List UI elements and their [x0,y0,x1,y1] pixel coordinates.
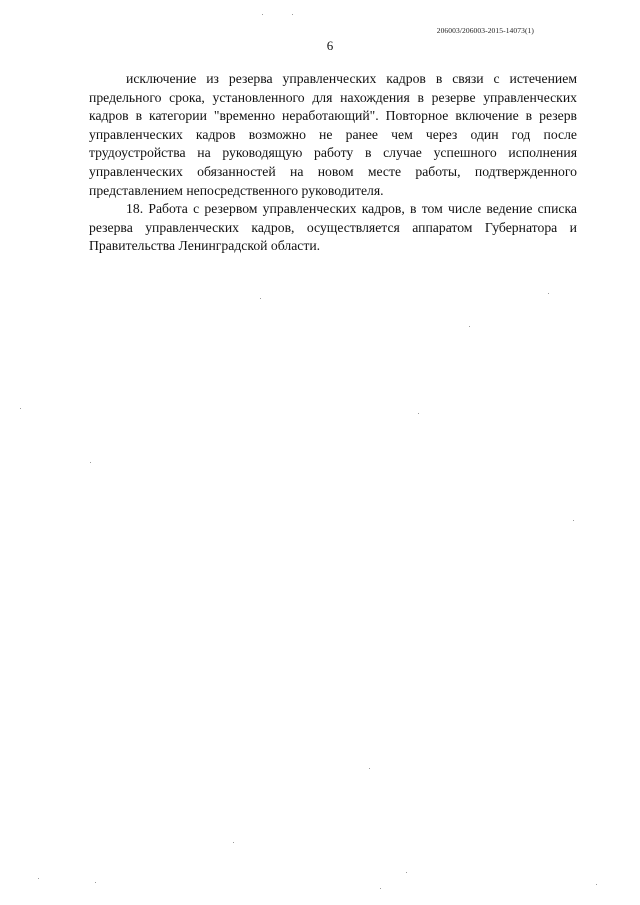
scan-speck [406,872,407,873]
scan-speck [418,413,419,414]
scan-speck [573,520,574,521]
scan-speck [262,14,263,15]
document-code: 206003/206003-2015-14073(1) [436,26,534,35]
scan-speck [596,884,597,885]
scan-speck [380,888,381,889]
scan-speck [90,462,91,463]
scan-speck [95,882,96,883]
scan-speck [369,768,370,769]
body-text [89,70,577,256]
paragraph-18: 18. Работа с резервом управленческих кадров, в том числе ведение списка резерва управленческих кадров, осуществляется аппаратом Губернатора и Правительства Ленинградской области. [89,201,577,254]
scan-speck [292,14,293,15]
scan-speck [233,842,234,843]
scan-speck [548,293,549,294]
scan-speck [38,878,39,879]
scan-speck [260,298,261,299]
scan-speck [469,326,470,327]
scan-speck [20,408,21,409]
page-number: 6 [326,38,334,53]
paragraph-continuation: исключение из резерва управленческих кадров в связи с истечением предельного срока, установленного для нахождения в резерве управленческих кадров в категории "временно неработающий". Повторное включение в резерв управленческих кадров возможно не ранее чем через один год после трудоустройства на руководящую работу в случае успешного исполнения управленческих обязанностей на новом месте работы, подтвержденного представлением непосредственного руководителя. [89,71,577,198]
